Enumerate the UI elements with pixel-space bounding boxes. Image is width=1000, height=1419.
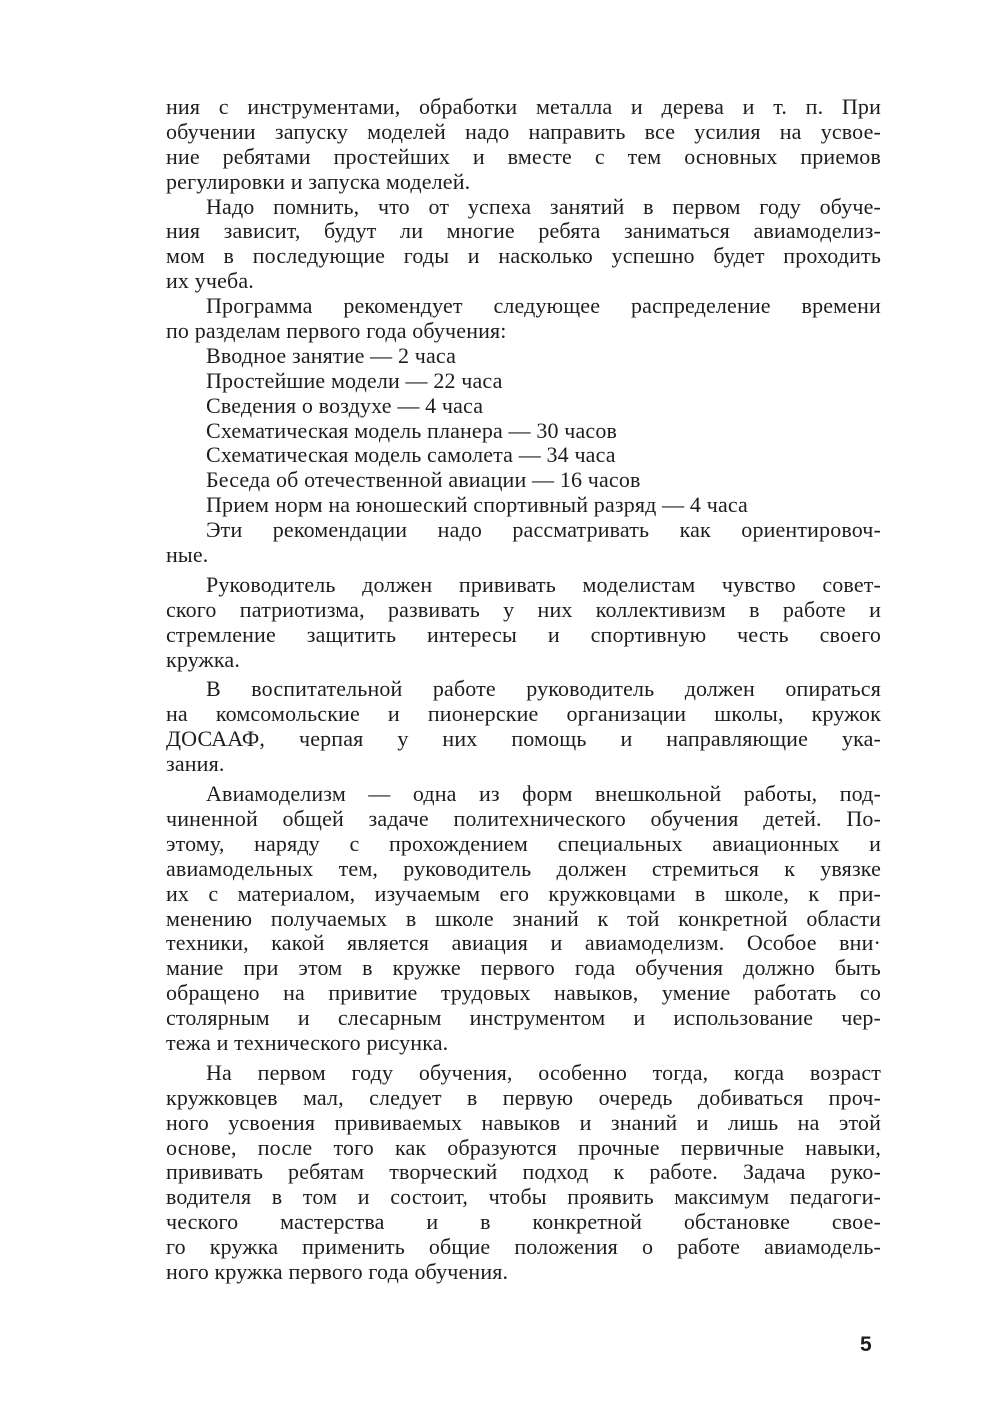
list-item: Беседа об отечественной авиации — 16 часов [206,467,641,493]
list-item: Сведения о воздухе — 4 часа [206,392,484,418]
text-line: их учеба. [166,268,254,294]
text-line: менению получаемых в школе знаний к той конкретной области [166,905,881,931]
text-line: Руководитель должен прививать моделистам чувство совет- [206,571,881,597]
page-number: 5 [860,1333,872,1356]
text-line: стремление защитить интересы и спортивную честь своего [166,621,881,647]
text-line: мом в последующие годы и насколько успешно будет проходить [166,243,881,269]
list-item: Простейшие модели — 22 часа [206,367,503,393]
text-line: ского патриотизма, развивать у них коллективизм в работе и [166,596,881,622]
text-line: го кружка применить общие положения о работе авиамодель- [166,1234,881,1260]
list-item: Схематическая модель планера — 30 часов [206,417,618,443]
text-line: их с материалом, изучаемым его кружковцами в школе, к при- [166,880,881,906]
text-line: регулировки и запуска моделей. [166,168,471,194]
text-line: обращено на привитие трудовых навыков, умение работать со [166,980,881,1006]
text-line: ные. [166,542,209,568]
text-line: ния с инструментами, обработки металла и дерева и т. п. При [166,94,881,119]
text-line: зания. [166,751,225,777]
text-line: На первом году обучения, особенно тогда, когда возраст [206,1059,881,1085]
text-line: на комсомольские и пионерские организации школы, кружок [166,701,881,727]
text-line: Авиамоделизм — одна из форм внешкольной работы, под- [206,781,881,807]
text-line: Эти рекомендации надо рассматривать как ориентировоч- [206,517,881,543]
text-line: ного усвоения прививаемых навыков и знаний и лишь на этой [166,1109,881,1135]
text-line: чиненной общей задаче политехнического обучения детей. По- [166,805,881,831]
text-line: кружка. [166,646,240,672]
text-line: В воспитательной работе руководитель должен опираться [206,676,881,702]
text-line: тежа и технического рисунка. [166,1029,449,1055]
list-item: Прием норм на юношеский спортивный разряд — 4 часа [206,492,748,518]
text-line: столярным и слесарным инструментом и использование чер- [166,1005,881,1031]
text-line: этому, наряду с прохождением специальных авиационных и [166,830,881,856]
text-line: ческого мастерства и в конкретной обстановке свое- [166,1209,881,1235]
list-item: Вводное занятие — 2 часа [206,342,457,368]
text-line: основе, после того как образуются прочные первичные навыки, [166,1134,881,1160]
text-line: Надо помнить, что от успеха занятий в первом году обуче- [206,193,881,219]
text-line: ния зависит, будут ли многие ребята заниматься авиамоделиз- [166,218,881,244]
text-line: ние ребятами простейших и вместе с тем основных приемов [166,143,881,169]
text-line: техники, какой является авиация и авиамоделизм. Особое вни· [166,930,881,956]
text-line: ного кружка первого года обучения. [166,1258,509,1284]
text-line: Программа рекомендует следующее распределение времени [206,293,881,319]
text-line: кружковцев мал, следует в первую очередь добиваться проч- [166,1084,881,1110]
text-line: по разделам первого года обучения: [166,318,507,344]
page-body [166,95,881,1285]
text-line: мание при этом в кружке первого года обучения должно быть [166,955,881,981]
text-line: прививать ребятам творческий подход к работе. Задача руко- [166,1159,881,1185]
text-line: водителя в том и состоит, чтобы проявить максимум педагоги- [166,1184,881,1210]
list-item: Схематическая модель самолета — 34 часа [206,442,616,468]
text-line: обучении запуску моделей надо направить все усилия на усвое- [166,118,881,144]
text-line: ДОСААФ, черпая у них помощь и направляющие ука- [166,726,881,752]
text-line: авиамодельных тем, руководитель должен стремиться к увязке [166,855,881,881]
